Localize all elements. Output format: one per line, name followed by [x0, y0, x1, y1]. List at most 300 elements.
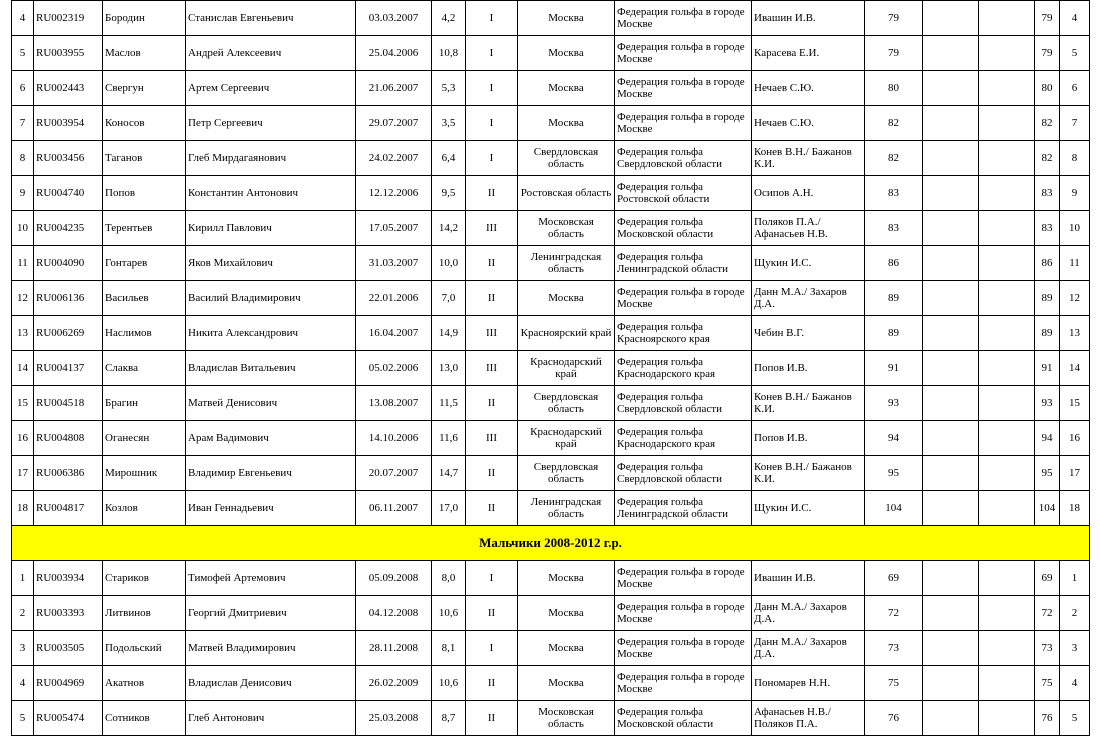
category-cell: II	[466, 176, 518, 211]
table-row	[12, 176, 1090, 211]
round1-cell: 83	[865, 211, 923, 246]
total-cell: 104	[1035, 491, 1060, 526]
position-cell: 4	[1060, 1, 1090, 36]
player-id-cell: RU004090	[34, 246, 103, 281]
round2-cell	[923, 71, 979, 106]
position-cell: 15	[1060, 386, 1090, 421]
total-cell: 79	[1035, 36, 1060, 71]
place-cell: 6	[12, 71, 34, 106]
region-cell: Москва	[518, 561, 615, 596]
first-name-cell: Андрей Алексеевич	[186, 36, 356, 71]
coach-cell: Конев В.Н./ Бажанов К.И.	[752, 386, 865, 421]
table-row	[12, 386, 1090, 421]
round3-cell	[979, 316, 1035, 351]
table-row	[12, 106, 1090, 141]
region-cell: Краснодарский край	[518, 351, 615, 386]
table-row	[12, 561, 1090, 596]
round3-cell	[979, 176, 1035, 211]
region-cell: Москва	[518, 36, 615, 71]
table-row	[12, 246, 1090, 281]
coach-cell: Данн М.А./ Захаров Д.А.	[752, 281, 865, 316]
place-cell: 10	[12, 211, 34, 246]
last-name-cell: Васильев	[103, 281, 186, 316]
player-id-cell: RU004808	[34, 421, 103, 456]
total-cell: 79	[1035, 1, 1060, 36]
coach-cell: Конев В.Н./ Бажанов К.И.	[752, 141, 865, 176]
round1-cell: 86	[865, 246, 923, 281]
round1-cell: 104	[865, 491, 923, 526]
birth-date-cell: 06.11.2007	[356, 491, 432, 526]
place-cell: 4	[12, 666, 34, 701]
federation-cell: Федерация гольфа Свердловской области	[615, 456, 752, 491]
place-cell: 9	[12, 176, 34, 211]
player-id-cell: RU003393	[34, 596, 103, 631]
category-cell: II	[466, 456, 518, 491]
round3-cell	[979, 1, 1035, 36]
birth-date-cell: 25.03.2008	[356, 701, 432, 736]
position-cell: 17	[1060, 456, 1090, 491]
place-cell: 16	[12, 421, 34, 456]
federation-cell: Федерация гольфа в городе Москве	[615, 666, 752, 701]
round1-cell: 89	[865, 281, 923, 316]
total-cell: 69	[1035, 561, 1060, 596]
total-cell: 75	[1035, 666, 1060, 701]
coach-cell: Щукин И.С.	[752, 246, 865, 281]
federation-cell: Федерация гольфа Ростовской области	[615, 176, 752, 211]
position-cell: 18	[1060, 491, 1090, 526]
coach-cell: Щукин И.С.	[752, 491, 865, 526]
birth-date-cell: 21.06.2007	[356, 71, 432, 106]
round1-cell: 83	[865, 176, 923, 211]
last-name-cell: Литвинов	[103, 596, 186, 631]
player-id-cell: RU002319	[34, 1, 103, 36]
category-cell: III	[466, 316, 518, 351]
round2-cell	[923, 351, 979, 386]
region-cell: Москва	[518, 596, 615, 631]
last-name-cell: Брагин	[103, 386, 186, 421]
coach-cell: Поляков П.А./ Афанасьев Н.В.	[752, 211, 865, 246]
last-name-cell: Терентьев	[103, 211, 186, 246]
category-cell: II	[466, 281, 518, 316]
first-name-cell: Матвей Денисович	[186, 386, 356, 421]
round2-cell	[923, 106, 979, 141]
round3-cell	[979, 491, 1035, 526]
category-cell: II	[466, 596, 518, 631]
table-row	[12, 316, 1090, 351]
player-id-cell: RU006269	[34, 316, 103, 351]
player-id-cell: RU004817	[34, 491, 103, 526]
birth-date-cell: 14.10.2006	[356, 421, 432, 456]
position-cell: 1	[1060, 561, 1090, 596]
federation-cell: Федерация гольфа в городе Москве	[615, 631, 752, 666]
birth-date-cell: 22.01.2006	[356, 281, 432, 316]
federation-cell: Федерация гольфа Краснодарского края	[615, 351, 752, 386]
coach-cell: Конев В.Н./ Бажанов К.И.	[752, 456, 865, 491]
place-cell: 18	[12, 491, 34, 526]
total-cell: 94	[1035, 421, 1060, 456]
place-cell: 4	[12, 1, 34, 36]
handicap-cell: 3,5	[432, 106, 466, 141]
position-cell: 9	[1060, 176, 1090, 211]
player-id-cell: RU005474	[34, 701, 103, 736]
place-cell: 1	[12, 561, 34, 596]
total-cell: 73	[1035, 631, 1060, 666]
position-cell: 8	[1060, 141, 1090, 176]
last-name-cell: Козлов	[103, 491, 186, 526]
coach-cell: Попов И.В.	[752, 351, 865, 386]
first-name-cell: Никита Александрович	[186, 316, 356, 351]
coach-cell: Чебин В.Г.	[752, 316, 865, 351]
birth-date-cell: 29.07.2007	[356, 106, 432, 141]
birth-date-cell: 17.05.2007	[356, 211, 432, 246]
table-row	[12, 456, 1090, 491]
first-name-cell: Владислав Витальевич	[186, 351, 356, 386]
round3-cell	[979, 281, 1035, 316]
round1-cell: 94	[865, 421, 923, 456]
first-name-cell: Владимир Евгеньевич	[186, 456, 356, 491]
round2-cell	[923, 211, 979, 246]
last-name-cell: Маслов	[103, 36, 186, 71]
region-cell: Москва	[518, 281, 615, 316]
table-row	[12, 211, 1090, 246]
federation-cell: Федерация гольфа Ленинградской области	[615, 491, 752, 526]
place-cell: 12	[12, 281, 34, 316]
place-cell: 14	[12, 351, 34, 386]
birth-date-cell: 05.02.2006	[356, 351, 432, 386]
round3-cell	[979, 386, 1035, 421]
round1-cell: 82	[865, 106, 923, 141]
category-cell: II	[466, 701, 518, 736]
round1-cell: 95	[865, 456, 923, 491]
federation-cell: Федерация гольфа в городе Москве	[615, 561, 752, 596]
region-cell: Москва	[518, 71, 615, 106]
table-row	[12, 1, 1090, 36]
federation-cell: Федерация гольфа в городе Москве	[615, 1, 752, 36]
federation-cell: Федерация гольфа Красноярского края	[615, 316, 752, 351]
position-cell: 3	[1060, 631, 1090, 666]
round2-cell	[923, 631, 979, 666]
federation-cell: Федерация гольфа в городе Москве	[615, 36, 752, 71]
region-cell: Красноярский край	[518, 316, 615, 351]
round2-cell	[923, 666, 979, 701]
place-cell: 7	[12, 106, 34, 141]
round2-cell	[923, 176, 979, 211]
round1-cell: 72	[865, 596, 923, 631]
table-row	[12, 421, 1090, 456]
category-cell: I	[466, 561, 518, 596]
round3-cell	[979, 211, 1035, 246]
birth-date-cell: 05.09.2008	[356, 561, 432, 596]
handicap-cell: 10,6	[432, 596, 466, 631]
round3-cell	[979, 701, 1035, 736]
region-cell: Ленинградская область	[518, 246, 615, 281]
total-cell: 89	[1035, 281, 1060, 316]
last-name-cell: Коносов	[103, 106, 186, 141]
total-cell: 83	[1035, 176, 1060, 211]
total-cell: 83	[1035, 211, 1060, 246]
round3-cell	[979, 351, 1035, 386]
federation-cell: Федерация гольфа в городе Москве	[615, 596, 752, 631]
federation-cell: Федерация гольфа Свердловской области	[615, 141, 752, 176]
round2-cell	[923, 386, 979, 421]
region-cell: Ленинградская область	[518, 491, 615, 526]
handicap-cell: 8,7	[432, 701, 466, 736]
total-cell: 82	[1035, 141, 1060, 176]
handicap-cell: 4,2	[432, 1, 466, 36]
position-cell: 11	[1060, 246, 1090, 281]
round3-cell	[979, 246, 1035, 281]
round1-cell: 93	[865, 386, 923, 421]
first-name-cell: Глеб Антонович	[186, 701, 356, 736]
table-row	[12, 281, 1090, 316]
place-cell: 3	[12, 631, 34, 666]
total-cell: 86	[1035, 246, 1060, 281]
last-name-cell: Акатнов	[103, 666, 186, 701]
table-row	[12, 351, 1090, 386]
round2-cell	[923, 36, 979, 71]
place-cell: 13	[12, 316, 34, 351]
table-row	[12, 141, 1090, 176]
first-name-cell: Артем Сергеевич	[186, 71, 356, 106]
round1-cell: 79	[865, 1, 923, 36]
last-name-cell: Стариков	[103, 561, 186, 596]
coach-cell: Ивашин И.В.	[752, 561, 865, 596]
player-id-cell: RU002443	[34, 71, 103, 106]
handicap-cell: 8,1	[432, 631, 466, 666]
player-id-cell: RU004518	[34, 386, 103, 421]
round3-cell	[979, 631, 1035, 666]
last-name-cell: Наслимов	[103, 316, 186, 351]
category-cell: I	[466, 141, 518, 176]
federation-cell: Федерация гольфа Краснодарского края	[615, 421, 752, 456]
round1-cell: 82	[865, 141, 923, 176]
region-cell: Москва	[518, 106, 615, 141]
round3-cell	[979, 36, 1035, 71]
position-cell: 5	[1060, 701, 1090, 736]
first-name-cell: Константин Антонович	[186, 176, 356, 211]
coach-cell: Карасева Е.И.	[752, 36, 865, 71]
position-cell: 7	[1060, 106, 1090, 141]
position-cell: 10	[1060, 211, 1090, 246]
region-cell: Москва	[518, 1, 615, 36]
round1-cell: 91	[865, 351, 923, 386]
first-name-cell: Матвей Владимирович	[186, 631, 356, 666]
group-title: Мальчики 2008-2012 г.р.	[12, 526, 1090, 561]
player-id-cell: RU003954	[34, 106, 103, 141]
first-name-cell: Кирилл Павлович	[186, 211, 356, 246]
round2-cell	[923, 491, 979, 526]
category-cell: I	[466, 1, 518, 36]
player-id-cell: RU006386	[34, 456, 103, 491]
total-cell: 95	[1035, 456, 1060, 491]
player-id-cell: RU003456	[34, 141, 103, 176]
place-cell: 5	[12, 36, 34, 71]
first-name-cell: Владислав Денисович	[186, 666, 356, 701]
place-cell: 8	[12, 141, 34, 176]
handicap-cell: 13,0	[432, 351, 466, 386]
category-cell: III	[466, 351, 518, 386]
position-cell: 4	[1060, 666, 1090, 701]
round1-cell: 69	[865, 561, 923, 596]
category-cell: I	[466, 36, 518, 71]
last-name-cell: Гонтарев	[103, 246, 186, 281]
player-id-cell: RU004740	[34, 176, 103, 211]
category-cell: II	[466, 386, 518, 421]
coach-cell: Нечаев С.Ю.	[752, 71, 865, 106]
federation-cell: Федерация гольфа Московской области	[615, 211, 752, 246]
round3-cell	[979, 106, 1035, 141]
player-id-cell: RU003505	[34, 631, 103, 666]
results-table	[11, 0, 1090, 736]
round2-cell	[923, 141, 979, 176]
category-cell: I	[466, 631, 518, 666]
round3-cell	[979, 141, 1035, 176]
federation-cell: Федерация гольфа в городе Москве	[615, 106, 752, 141]
round2-cell	[923, 701, 979, 736]
region-cell: Свердловская область	[518, 141, 615, 176]
handicap-cell: 8,0	[432, 561, 466, 596]
handicap-cell: 6,4	[432, 141, 466, 176]
coach-cell: Нечаев С.Ю.	[752, 106, 865, 141]
round2-cell	[923, 246, 979, 281]
handicap-cell: 9,5	[432, 176, 466, 211]
handicap-cell: 14,9	[432, 316, 466, 351]
player-id-cell: RU004235	[34, 211, 103, 246]
place-cell: 5	[12, 701, 34, 736]
coach-cell: Пономарев Н.Н.	[752, 666, 865, 701]
birth-date-cell: 12.12.2006	[356, 176, 432, 211]
coach-cell: Данн М.А./ Захаров Д.А.	[752, 596, 865, 631]
position-cell: 2	[1060, 596, 1090, 631]
last-name-cell: Подольский	[103, 631, 186, 666]
first-name-cell: Иван Геннадьевич	[186, 491, 356, 526]
round3-cell	[979, 666, 1035, 701]
region-cell: Свердловская область	[518, 456, 615, 491]
player-id-cell: RU003934	[34, 561, 103, 596]
round2-cell	[923, 1, 979, 36]
table-row	[12, 666, 1090, 701]
last-name-cell: Слаква	[103, 351, 186, 386]
round1-cell: 75	[865, 666, 923, 701]
round3-cell	[979, 71, 1035, 106]
round2-cell	[923, 421, 979, 456]
region-cell: Свердловская область	[518, 386, 615, 421]
round2-cell	[923, 456, 979, 491]
handicap-cell: 5,3	[432, 71, 466, 106]
round1-cell: 76	[865, 701, 923, 736]
place-cell: 17	[12, 456, 34, 491]
coach-cell: Попов И.В.	[752, 421, 865, 456]
region-cell: Москва	[518, 666, 615, 701]
handicap-cell: 17,0	[432, 491, 466, 526]
birth-date-cell: 20.07.2007	[356, 456, 432, 491]
handicap-cell: 14,2	[432, 211, 466, 246]
position-cell: 6	[1060, 71, 1090, 106]
total-cell: 93	[1035, 386, 1060, 421]
round2-cell	[923, 596, 979, 631]
table-row	[12, 596, 1090, 631]
coach-cell: Осипов А.Н.	[752, 176, 865, 211]
handicap-cell: 11,6	[432, 421, 466, 456]
birth-date-cell: 16.04.2007	[356, 316, 432, 351]
region-cell: Ростовская область	[518, 176, 615, 211]
birth-date-cell: 04.12.2008	[356, 596, 432, 631]
first-name-cell: Станислав Евгеньевич	[186, 1, 356, 36]
handicap-cell: 7,0	[432, 281, 466, 316]
place-cell: 15	[12, 386, 34, 421]
round3-cell	[979, 596, 1035, 631]
birth-date-cell: 13.08.2007	[356, 386, 432, 421]
federation-cell: Федерация гольфа в городе Москве	[615, 71, 752, 106]
table-body-group-header	[12, 526, 1090, 561]
first-name-cell: Глеб Мирдагаянович	[186, 141, 356, 176]
birth-date-cell: 24.02.2007	[356, 141, 432, 176]
coach-cell: Ивашин И.В.	[752, 1, 865, 36]
category-cell: II	[466, 666, 518, 701]
round1-cell: 80	[865, 71, 923, 106]
player-id-cell: RU004137	[34, 351, 103, 386]
round2-cell	[923, 316, 979, 351]
category-cell: I	[466, 71, 518, 106]
table-row	[12, 36, 1090, 71]
first-name-cell: Тимофей Артемович	[186, 561, 356, 596]
handicap-cell: 10,6	[432, 666, 466, 701]
handicap-cell: 10,8	[432, 36, 466, 71]
position-cell: 13	[1060, 316, 1090, 351]
category-cell: II	[466, 246, 518, 281]
last-name-cell: Мирошник	[103, 456, 186, 491]
place-cell: 11	[12, 246, 34, 281]
category-cell: III	[466, 211, 518, 246]
category-cell: III	[466, 421, 518, 456]
last-name-cell: Бородин	[103, 1, 186, 36]
birth-date-cell: 25.04.2006	[356, 36, 432, 71]
birth-date-cell: 03.03.2007	[356, 1, 432, 36]
federation-cell: Федерация гольфа Свердловской области	[615, 386, 752, 421]
player-id-cell: RU004969	[34, 666, 103, 701]
first-name-cell: Василий Владимирович	[186, 281, 356, 316]
birth-date-cell: 28.11.2008	[356, 631, 432, 666]
birth-date-cell: 26.02.2009	[356, 666, 432, 701]
handicap-cell: 14,7	[432, 456, 466, 491]
region-cell: Московская область	[518, 211, 615, 246]
last-name-cell: Попов	[103, 176, 186, 211]
first-name-cell: Петр Сергеевич	[186, 106, 356, 141]
round3-cell	[979, 561, 1035, 596]
total-cell: 82	[1035, 106, 1060, 141]
federation-cell: Федерация гольфа Ленинградской области	[615, 246, 752, 281]
table-row	[12, 631, 1090, 666]
position-cell: 14	[1060, 351, 1090, 386]
first-name-cell: Яков Михайлович	[186, 246, 356, 281]
last-name-cell: Оганесян	[103, 421, 186, 456]
first-name-cell: Георгий Дмитриевич	[186, 596, 356, 631]
total-cell: 72	[1035, 596, 1060, 631]
first-name-cell: Арам Вадимович	[186, 421, 356, 456]
coach-cell: Данн М.А./ Захаров Д.А.	[752, 631, 865, 666]
player-id-cell: RU006136	[34, 281, 103, 316]
round3-cell	[979, 456, 1035, 491]
coach-cell: Афанасьев Н.В./ Поляков П.А.	[752, 701, 865, 736]
group-header-row	[12, 526, 1090, 561]
round2-cell	[923, 561, 979, 596]
round2-cell	[923, 281, 979, 316]
table-body-younger	[12, 561, 1090, 736]
table-row	[12, 701, 1090, 736]
round1-cell: 89	[865, 316, 923, 351]
last-name-cell: Таганов	[103, 141, 186, 176]
round1-cell: 73	[865, 631, 923, 666]
